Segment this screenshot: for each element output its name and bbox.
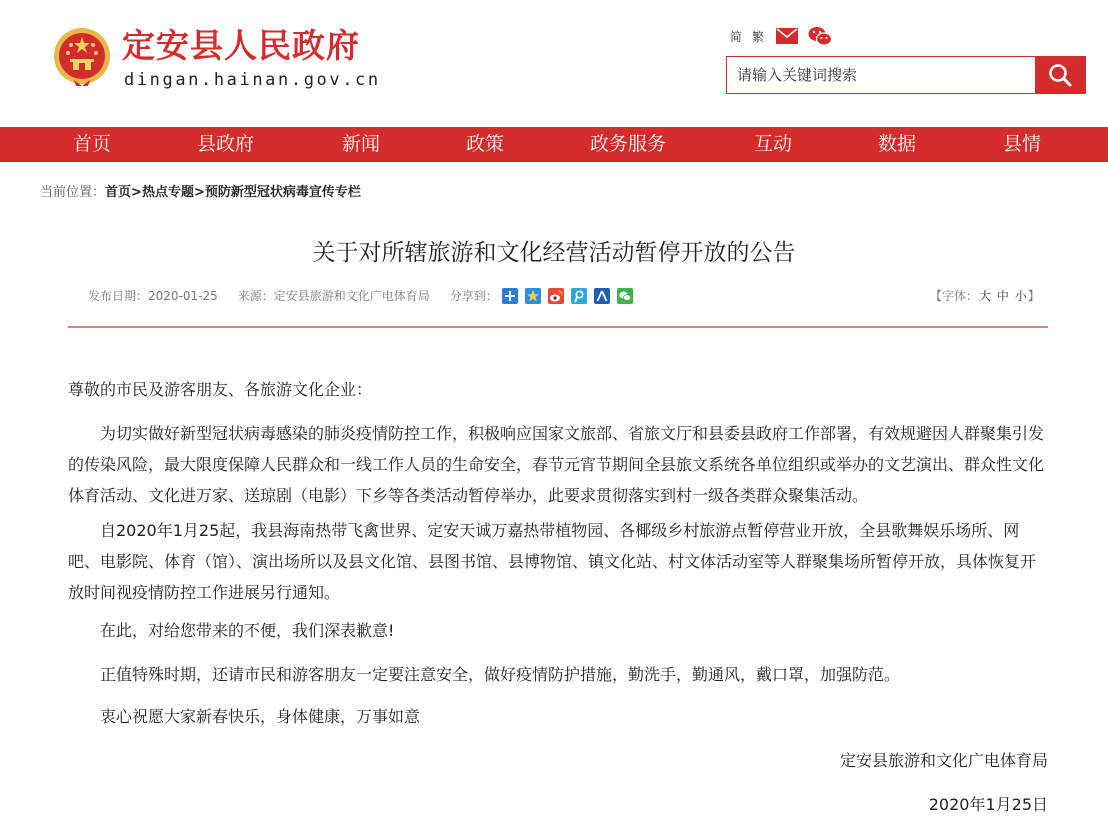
font-size-switcher bbox=[930, 287, 1040, 304]
search-input[interactable] bbox=[727, 57, 1035, 93]
article-paragraph: 为切实做好新型冠状病毒感染的肺炎疫情防控工作，积极响应国家文旅部、省旅文厅和县委县政府工作部署，有效规避因人群聚集引发的传染风险，最大限度保障人民群众和一线工作人员的生命安全，春节元宵节期间全县旅文系统各单位组织或举办的文艺演出、群众性文化体育活动、文化进万家、送琼剧（电影）下乡等各类活动暂停举办，此要求贯彻落实到村一级各类群众聚集活动。 bbox=[68, 424, 1045, 505]
site-title[interactable]: 定安县人民政府 bbox=[122, 26, 360, 65]
breadcrumb-separator: > bbox=[193, 185, 205, 200]
font-size-small[interactable]: 小 bbox=[1014, 289, 1027, 303]
qzone-icon[interactable] bbox=[502, 288, 518, 304]
article-paragraph: 在此，对给您带来的不便，我们深表歉意! bbox=[100, 621, 395, 640]
breadcrumb-separator: > bbox=[131, 185, 142, 200]
article-salutation: 尊敬的市民及游客朋友、各旅游文化企业： bbox=[68, 380, 373, 399]
article-date: 2020年1月25日 bbox=[928, 795, 1048, 814]
search-box bbox=[726, 56, 1086, 94]
share-label: 分享到： bbox=[449, 289, 498, 303]
breadcrumb bbox=[40, 181, 361, 200]
breadcrumb-prefix: 当前位置： bbox=[40, 185, 106, 200]
nav-item-county-government[interactable]: 县政府 bbox=[197, 133, 255, 155]
nav-item-news[interactable]: 新闻 bbox=[342, 133, 381, 155]
font-size-label: 【字体： bbox=[930, 289, 979, 303]
article-signature: 定安县旅游和文化广电体育局 bbox=[839, 751, 1048, 770]
nav-item-policy[interactable]: 政策 bbox=[466, 133, 505, 155]
traditional-chinese-link[interactable]: 繁 bbox=[752, 29, 765, 44]
qq-star-icon[interactable] bbox=[525, 288, 541, 304]
site-domain: dingan.hainan.gov.cn bbox=[124, 70, 381, 90]
article-paragraph: 衷心祝愿大家新春快乐，身体健康，万事如意 bbox=[100, 707, 421, 726]
nav-item-home[interactable]: 首页 bbox=[73, 133, 112, 155]
font-size-medium[interactable]: 中 bbox=[996, 289, 1009, 303]
nav-item-interaction[interactable]: 互动 bbox=[754, 133, 793, 155]
tencent-weibo-icon[interactable] bbox=[571, 288, 587, 304]
breadcrumb-home[interactable]: 首页 bbox=[105, 185, 132, 200]
mail-icon[interactable] bbox=[776, 28, 798, 44]
article-paragraph: 自2020年1月25起，我县海南热带飞禽世界、定安天诚万嘉热带植物园、各椰级乡村旅游点暂停营业开放，全县歌舞娱乐场所、网吧、电影院、体育（馆）、演出场所以及县文化馆、县图书馆、县博物馆、镇文化站、村文体活动室等人群聚集场所暂停开放，具体恢复开放时间视疫情防控工作进展另行通知。 bbox=[68, 521, 1037, 602]
main-nav bbox=[0, 127, 1108, 162]
nav-item-county-info[interactable]: 县情 bbox=[1003, 133, 1042, 155]
breadcrumb-hot-topics[interactable]: 热点专题 bbox=[141, 185, 194, 200]
renren-icon[interactable] bbox=[594, 288, 610, 304]
search-button[interactable] bbox=[1035, 57, 1085, 93]
wechat-icon[interactable] bbox=[808, 26, 832, 46]
simplified-chinese-link[interactable]: 简 bbox=[730, 29, 743, 44]
site-header bbox=[0, 0, 1108, 127]
title-divider bbox=[68, 326, 1048, 328]
article-source: 来源：定安县旅游和文化广电体育局 bbox=[237, 289, 430, 303]
nav-item-data[interactable]: 数据 bbox=[878, 133, 917, 155]
search-icon bbox=[1047, 62, 1073, 88]
font-size-large[interactable]: 大 bbox=[979, 289, 992, 303]
wechat-share-icon[interactable] bbox=[617, 288, 633, 304]
breadcrumb-covid-column[interactable]: 预防新型冠状病毒宣传专栏 bbox=[204, 185, 361, 200]
weibo-icon[interactable] bbox=[548, 288, 564, 304]
article-title: 关于对所辖旅游和文化经营活动暂停开放的公告 bbox=[312, 240, 796, 266]
font-size-close: 】 bbox=[1027, 289, 1040, 303]
article-paragraph: 正值特殊时期，还请市民和游客朋友一定要注意安全，做好疫情防护措施，勤洗手，勤通风，戴口罩，加强防范。 bbox=[100, 665, 901, 684]
publish-date: 发布日期：2020-01-25 bbox=[88, 289, 218, 303]
article-meta bbox=[88, 287, 640, 304]
header-tools bbox=[730, 26, 832, 46]
national-emblem-icon[interactable] bbox=[52, 26, 112, 88]
nav-item-government-services[interactable]: 政务服务 bbox=[590, 133, 667, 155]
